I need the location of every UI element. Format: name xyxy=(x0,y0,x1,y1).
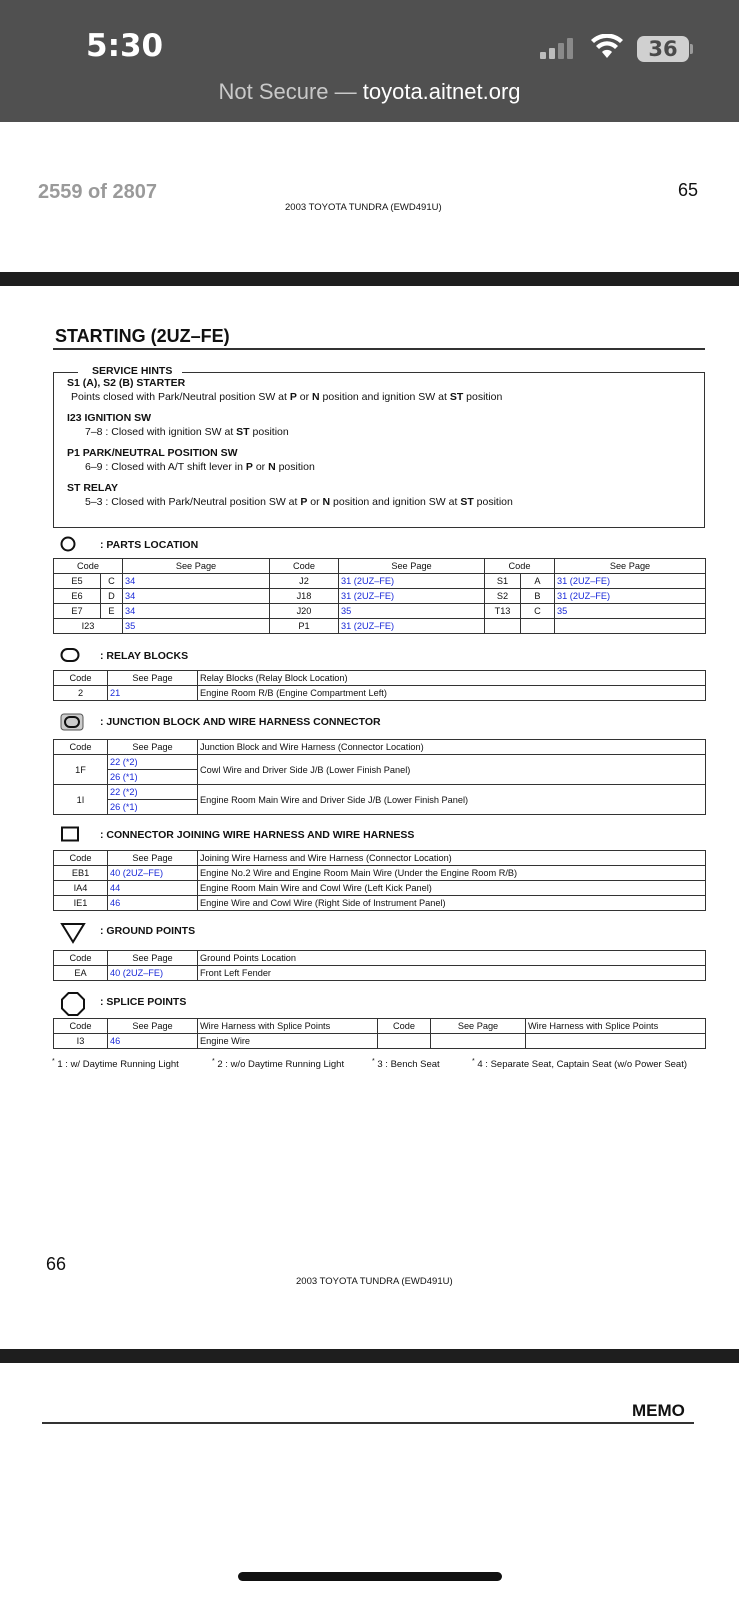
doc-footer-66: 2003 TOYOTA TUNDRA (EWD491U) xyxy=(296,1276,453,1287)
parts-location-table xyxy=(53,558,706,634)
table-row xyxy=(54,619,706,634)
table-cell: E xyxy=(101,604,123,619)
table-cell: Ground Points Location xyxy=(198,951,706,966)
table-cell: See Page xyxy=(123,559,270,574)
table-cell: See Page xyxy=(108,1019,198,1034)
battery-icon: 36 xyxy=(637,36,689,62)
table-cell: See Page xyxy=(108,851,198,866)
table-cell: J2 xyxy=(270,574,339,589)
table-cell: Cowl Wire and Driver Side J/B (Lower Finish Panel) xyxy=(198,755,706,785)
table-cell: J20 xyxy=(270,604,339,619)
table-cell: 22 (*2) xyxy=(108,785,198,800)
url-domain: toyota.aitnet.org xyxy=(362,79,521,104)
table-cell: A xyxy=(521,574,555,589)
table-cell: 31 (2UZ–FE) xyxy=(339,619,485,634)
page-title: STARTING (2UZ–FE) xyxy=(55,326,230,346)
table-row xyxy=(54,604,706,619)
table-cell: 46 xyxy=(108,896,198,911)
home-indicator[interactable] xyxy=(238,1572,502,1581)
table-cell: Code xyxy=(54,559,123,574)
table-cell: 26 (*1) xyxy=(108,770,198,785)
hint-i23-text: 7–8 : Closed with ignition SW at ST position xyxy=(85,426,289,438)
table-row xyxy=(54,866,706,881)
table-cell: See Page xyxy=(431,1019,526,1034)
table-cell xyxy=(431,1034,526,1049)
table-cell: Code xyxy=(485,559,555,574)
junction-block-symbol-icon xyxy=(60,713,84,731)
table-row xyxy=(54,881,706,896)
connector-joining-table xyxy=(53,850,706,911)
table-row xyxy=(54,671,706,686)
table-cell: See Page xyxy=(108,740,198,755)
table-cell: I3 xyxy=(54,1034,108,1049)
title-rule xyxy=(53,348,705,350)
table-cell: S1 xyxy=(485,574,521,589)
service-hints-box xyxy=(53,365,705,528)
table-cell: 1F xyxy=(54,755,108,785)
table-cell: Junction Block and Wire Harness (Connector Location) xyxy=(198,740,706,755)
circle-symbol-icon xyxy=(60,536,76,552)
table-cell: EA xyxy=(54,966,108,981)
table-cell: 31 (2UZ–FE) xyxy=(339,589,485,604)
table-row xyxy=(54,1019,706,1034)
table-cell xyxy=(555,619,706,634)
table-cell: Wire Harness with Splice Points xyxy=(198,1019,378,1034)
table-cell: Code xyxy=(54,1019,108,1034)
table-cell: Code xyxy=(54,740,108,755)
table-row xyxy=(54,574,706,589)
table-cell: Code xyxy=(54,951,108,966)
table-row xyxy=(54,951,706,966)
table-cell: 31 (2UZ–FE) xyxy=(555,574,706,589)
junction-block-table xyxy=(53,739,706,815)
table-cell: D xyxy=(101,589,123,604)
octagon-symbol-icon xyxy=(60,991,86,1017)
table-cell: J18 xyxy=(270,589,339,604)
table-cell: 44 xyxy=(108,881,198,896)
table-cell: Joining Wire Harness and Wire Harness (Connector Location) xyxy=(198,851,706,866)
table-cell: See Page xyxy=(555,559,706,574)
table-cell: Code xyxy=(378,1019,431,1034)
page-separator-2 xyxy=(0,1349,739,1363)
table-cell: 22 (*2) xyxy=(108,755,198,770)
page-number-66: 66 xyxy=(46,1254,67,1274)
hint-p1-text: 6–9 : Closed with A/T shift lever in P or N position xyxy=(85,461,315,473)
table-row xyxy=(54,740,706,755)
triangle-symbol-icon xyxy=(60,922,86,944)
doc-header: 2003 TOYOTA TUNDRA (EWD491U) xyxy=(285,202,442,213)
table-row xyxy=(54,1034,706,1049)
table-cell: 34 xyxy=(123,574,270,589)
table-cell: Engine Wire xyxy=(198,1034,378,1049)
table-cell: Relay Blocks (Relay Block Location) xyxy=(198,671,706,686)
table-cell: IE1 xyxy=(54,896,108,911)
table-row xyxy=(54,851,706,866)
table-cell: Engine Wire and Cowl Wire (Right Side of Instrument Panel) xyxy=(198,896,706,911)
table-cell: 21 xyxy=(108,686,198,701)
table-row xyxy=(54,686,706,701)
table-row xyxy=(54,755,706,770)
table-cell: E7 xyxy=(54,604,101,619)
rounded-rect-symbol-icon xyxy=(60,647,80,663)
ground-points-table xyxy=(53,950,706,981)
url-bar[interactable] xyxy=(0,79,739,105)
table-cell: P1 xyxy=(270,619,339,634)
table-cell: See Page xyxy=(339,559,485,574)
memo-title: MEMO xyxy=(632,1401,685,1420)
table-cell: 31 (2UZ–FE) xyxy=(339,574,485,589)
table-cell: 40 (2UZ–FE) xyxy=(108,966,198,981)
status-time: 5:30 xyxy=(86,28,164,64)
table-cell: C xyxy=(521,604,555,619)
table-cell: Engine Room Main Wire and Cowl Wire (Left Kick Panel) xyxy=(198,881,706,896)
table-cell xyxy=(485,619,521,634)
table-cell xyxy=(378,1034,431,1049)
table-cell: Wire Harness with Splice Points xyxy=(526,1019,706,1034)
hint-s1-text: Points closed with Park/Neutral position SW at P or N position and ignition SW at ST position xyxy=(71,391,503,403)
not-secure-label: Not Secure — xyxy=(218,79,363,104)
table-cell: Code xyxy=(270,559,339,574)
table-cell: S2 xyxy=(485,589,521,604)
hint-st-title: ST RELAY xyxy=(67,482,118,494)
table-cell: See Page xyxy=(108,951,198,966)
table-cell xyxy=(521,619,555,634)
hint-s1-title: S1 (A), S2 (B) STARTER xyxy=(67,377,186,389)
table-row xyxy=(54,589,706,604)
square-symbol-icon xyxy=(60,826,80,842)
table-cell: 34 xyxy=(123,604,270,619)
table-cell: I23 xyxy=(54,619,123,634)
table-cell: Code xyxy=(54,671,108,686)
table-cell: 26 (*1) xyxy=(108,800,198,815)
table-cell: C xyxy=(101,574,123,589)
table-cell: 40 (2UZ–FE) xyxy=(108,866,198,881)
table-cell: IA4 xyxy=(54,881,108,896)
table-row xyxy=(54,559,706,574)
table-cell: Engine No.2 Wire and Engine Room Main Wire (Under the Engine Room R/B) xyxy=(198,866,706,881)
battery-tip xyxy=(690,44,693,54)
table-cell: E6 xyxy=(54,589,101,604)
table-cell: Engine Room Main Wire and Driver Side J/B (Lower Finish Panel) xyxy=(198,785,706,815)
table-cell: 35 xyxy=(123,619,270,634)
memo-rule xyxy=(42,1422,694,1424)
page-counter: 2559 of 2807 xyxy=(38,181,157,203)
table-cell: E5 xyxy=(54,574,101,589)
hint-st-text: 5–3 : Closed with Park/Neutral position SW at P or N position and ignition SW at ST position xyxy=(85,496,513,508)
table-cell: B xyxy=(521,589,555,604)
table-row xyxy=(54,966,706,981)
hint-i23-title: I23 IGNITION SW xyxy=(67,412,152,424)
table-cell: EB1 xyxy=(54,866,108,881)
table-cell: 35 xyxy=(555,604,706,619)
browser-top-bar xyxy=(0,0,739,122)
relay-blocks-table xyxy=(53,670,706,701)
table-row xyxy=(54,785,706,800)
table-cell: 1I xyxy=(54,785,108,815)
table-cell: See Page xyxy=(108,671,198,686)
table-cell: 31 (2UZ–FE) xyxy=(555,589,706,604)
cellular-signal-icon xyxy=(540,37,578,59)
table-cell: Engine Room R/B (Engine Compartment Left) xyxy=(198,686,706,701)
table-cell: 35 xyxy=(339,604,485,619)
table-cell: 34 xyxy=(123,589,270,604)
table-cell: Front Left Fender xyxy=(198,966,706,981)
table-cell: 2 xyxy=(54,686,108,701)
table-cell: 46 xyxy=(108,1034,198,1049)
service-hints-label: SERVICE HINTS xyxy=(78,365,182,377)
splice-points-table xyxy=(53,1018,706,1049)
page-separator xyxy=(0,272,739,286)
page-number: 65 xyxy=(678,180,699,200)
hint-p1-title: P1 PARK/NEUTRAL POSITION SW xyxy=(67,447,238,459)
wifi-icon xyxy=(590,34,624,60)
table-cell: T13 xyxy=(485,604,521,619)
table-row xyxy=(54,896,706,911)
table-cell: Code xyxy=(54,851,108,866)
table-cell xyxy=(526,1034,706,1049)
